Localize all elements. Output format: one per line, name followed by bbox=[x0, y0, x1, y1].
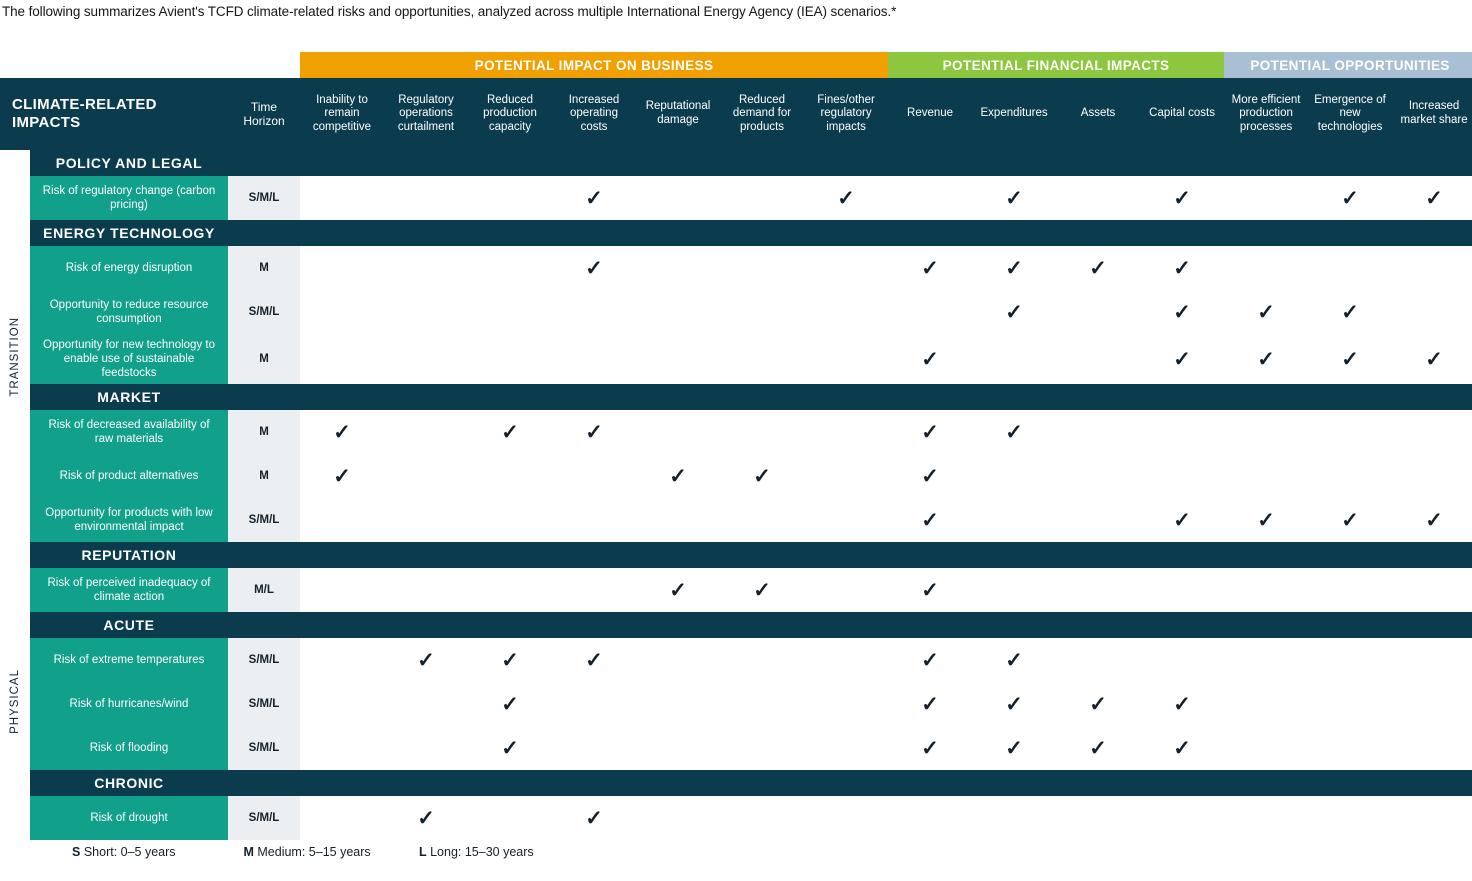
band-header: POTENTIAL IMPACT ON BUSINESS bbox=[300, 52, 888, 78]
empty-cell bbox=[720, 638, 804, 682]
empty-cell bbox=[804, 682, 888, 726]
header-column: Increased market share bbox=[1392, 78, 1472, 150]
checkmark-cell bbox=[972, 638, 1056, 682]
empty-cell bbox=[804, 410, 888, 454]
empty-cell bbox=[552, 454, 636, 498]
table-row bbox=[0, 638, 1472, 682]
empty-cell bbox=[1224, 176, 1308, 220]
empty-cell bbox=[720, 176, 804, 220]
header-column: Reduced production capacity bbox=[468, 78, 552, 150]
empty-cell bbox=[1140, 568, 1224, 612]
empty-cell bbox=[1224, 568, 1308, 612]
empty-cell bbox=[1056, 498, 1140, 542]
checkmark-cell bbox=[1308, 334, 1392, 384]
header-column: Assets bbox=[1056, 78, 1140, 150]
table-row bbox=[0, 682, 1472, 726]
empty-cell bbox=[384, 176, 468, 220]
section-title: CHRONIC bbox=[30, 770, 228, 796]
header-column: Expenditures bbox=[972, 78, 1056, 150]
empty-cell bbox=[1224, 638, 1308, 682]
checkmark-cell bbox=[888, 726, 972, 770]
empty-cell bbox=[1308, 682, 1392, 726]
checkmark-cell bbox=[636, 568, 720, 612]
header-column: Regulatory operations curtailment bbox=[384, 78, 468, 150]
section-row bbox=[0, 384, 1472, 410]
empty-cell bbox=[1056, 334, 1140, 384]
empty-cell bbox=[972, 498, 1056, 542]
legend-item-medium bbox=[243, 845, 415, 859]
empty-cell bbox=[300, 290, 384, 334]
empty-cell bbox=[300, 176, 384, 220]
empty-cell bbox=[552, 498, 636, 542]
section-row bbox=[0, 612, 1472, 638]
empty-cell bbox=[972, 454, 1056, 498]
empty-cell bbox=[804, 246, 888, 290]
header-column: Inability to remain competitive bbox=[300, 78, 384, 150]
band-spacer bbox=[0, 52, 300, 78]
checkmark-cell bbox=[720, 454, 804, 498]
section-fill bbox=[228, 220, 1472, 246]
empty-cell bbox=[384, 454, 468, 498]
climate-impacts-table bbox=[0, 52, 1472, 840]
risk-label: Opportunity for products with low environmental impact bbox=[30, 498, 228, 542]
section-fill bbox=[228, 770, 1472, 796]
checkmark-cell bbox=[1140, 498, 1224, 542]
time-horizon-value: M bbox=[228, 246, 300, 290]
risk-label: Opportunity for new technology to enable use of sustainable feedstocks bbox=[30, 334, 228, 384]
table-row bbox=[0, 454, 1472, 498]
empty-cell bbox=[300, 726, 384, 770]
checkmark-cell bbox=[888, 454, 972, 498]
empty-cell bbox=[888, 796, 972, 840]
empty-cell bbox=[384, 290, 468, 334]
checkmark-cell bbox=[888, 334, 972, 384]
axis-label-transition bbox=[0, 150, 30, 568]
empty-cell bbox=[300, 498, 384, 542]
section-row bbox=[0, 150, 1472, 176]
axis-transition-text: TRANSITION bbox=[9, 316, 21, 397]
empty-cell bbox=[1392, 290, 1472, 334]
header-column: Revenue bbox=[888, 78, 972, 150]
checkmark-cell bbox=[1140, 246, 1224, 290]
checkmark-cell bbox=[1140, 726, 1224, 770]
empty-cell bbox=[468, 796, 552, 840]
risk-label: Risk of decreased availability of raw materials bbox=[30, 410, 228, 454]
time-horizon-value: S/M/L bbox=[228, 498, 300, 542]
legend bbox=[72, 845, 534, 859]
time-horizon-value: S/M/L bbox=[228, 682, 300, 726]
empty-cell bbox=[1056, 568, 1140, 612]
empty-cell bbox=[300, 334, 384, 384]
empty-cell bbox=[384, 410, 468, 454]
time-horizon-value: S/M/L bbox=[228, 796, 300, 840]
empty-cell bbox=[720, 498, 804, 542]
empty-cell bbox=[1308, 638, 1392, 682]
empty-cell bbox=[972, 796, 1056, 840]
empty-cell bbox=[636, 498, 720, 542]
empty-cell bbox=[888, 290, 972, 334]
section-title: ENERGY TECHNOLOGY bbox=[30, 220, 228, 246]
empty-cell bbox=[468, 246, 552, 290]
time-horizon-value: M bbox=[228, 454, 300, 498]
empty-cell bbox=[300, 246, 384, 290]
empty-cell bbox=[636, 176, 720, 220]
empty-cell bbox=[384, 498, 468, 542]
checkmark-cell bbox=[972, 290, 1056, 334]
empty-cell bbox=[720, 290, 804, 334]
time-horizon-value: S/M/L bbox=[228, 176, 300, 220]
empty-cell bbox=[1392, 796, 1472, 840]
risk-label: Risk of perceived inadequacy of climate action bbox=[30, 568, 228, 612]
empty-cell bbox=[468, 290, 552, 334]
empty-cell bbox=[1056, 410, 1140, 454]
table-row bbox=[0, 498, 1472, 542]
checkmark-cell bbox=[552, 176, 636, 220]
empty-cell bbox=[384, 682, 468, 726]
empty-cell bbox=[468, 498, 552, 542]
empty-cell bbox=[300, 682, 384, 726]
checkmark-cell bbox=[1224, 290, 1308, 334]
empty-cell bbox=[1224, 796, 1308, 840]
table-row bbox=[0, 410, 1472, 454]
time-horizon-value: S/M/L bbox=[228, 726, 300, 770]
checkmark-cell bbox=[888, 682, 972, 726]
section-fill bbox=[228, 384, 1472, 410]
empty-cell bbox=[636, 410, 720, 454]
checkmark-cell bbox=[552, 410, 636, 454]
section-title: ACUTE bbox=[30, 612, 228, 638]
empty-cell bbox=[972, 568, 1056, 612]
band-header: POTENTIAL FINANCIAL IMPACTS bbox=[888, 52, 1224, 78]
header-column: Emergence of new technologies bbox=[1308, 78, 1392, 150]
checkmark-cell bbox=[1056, 726, 1140, 770]
checkmark-cell bbox=[720, 568, 804, 612]
band-header: POTENTIAL OPPORTUNITIES bbox=[1224, 52, 1472, 78]
checkmark-cell bbox=[1308, 498, 1392, 542]
time-horizon-value: M/L bbox=[228, 568, 300, 612]
empty-cell bbox=[300, 638, 384, 682]
empty-cell bbox=[1056, 796, 1140, 840]
empty-cell bbox=[720, 796, 804, 840]
empty-cell bbox=[384, 246, 468, 290]
empty-cell bbox=[1224, 454, 1308, 498]
empty-cell bbox=[804, 568, 888, 612]
empty-cell bbox=[636, 246, 720, 290]
header-time-horizon: Time Horizon bbox=[228, 78, 300, 150]
checkmark-cell bbox=[1140, 290, 1224, 334]
header-column: Reputational damage bbox=[636, 78, 720, 150]
checkmark-cell bbox=[1140, 176, 1224, 220]
empty-cell bbox=[636, 290, 720, 334]
empty-cell bbox=[552, 726, 636, 770]
risk-label: Risk of drought bbox=[30, 796, 228, 840]
empty-cell bbox=[636, 796, 720, 840]
section-row bbox=[0, 542, 1472, 568]
empty-cell bbox=[552, 682, 636, 726]
empty-cell bbox=[804, 498, 888, 542]
section-row bbox=[0, 770, 1472, 796]
empty-cell bbox=[972, 334, 1056, 384]
risk-label: Opportunity to reduce resource consumption bbox=[30, 290, 228, 334]
empty-cell bbox=[384, 726, 468, 770]
time-horizon-value: S/M/L bbox=[228, 290, 300, 334]
checkmark-cell bbox=[972, 682, 1056, 726]
empty-cell bbox=[720, 726, 804, 770]
header-column: Fines/other regulatory impacts bbox=[804, 78, 888, 150]
empty-cell bbox=[1392, 682, 1472, 726]
empty-cell bbox=[804, 454, 888, 498]
checkmark-cell bbox=[1392, 498, 1472, 542]
legend-item-short bbox=[72, 845, 240, 859]
table-row bbox=[0, 290, 1472, 334]
table-row bbox=[0, 176, 1472, 220]
checkmark-cell bbox=[888, 498, 972, 542]
section-row bbox=[0, 220, 1472, 246]
header-column: Increased operating costs bbox=[552, 78, 636, 150]
empty-cell bbox=[1308, 568, 1392, 612]
table-row bbox=[0, 726, 1472, 770]
risk-label: Risk of regulatory change (carbon pricing) bbox=[30, 176, 228, 220]
empty-cell bbox=[1224, 410, 1308, 454]
checkmark-cell bbox=[552, 638, 636, 682]
empty-cell bbox=[720, 334, 804, 384]
empty-cell bbox=[1308, 796, 1392, 840]
empty-cell bbox=[804, 638, 888, 682]
empty-cell bbox=[720, 410, 804, 454]
checkmark-cell bbox=[888, 568, 972, 612]
empty-cell bbox=[300, 568, 384, 612]
empty-cell bbox=[1392, 454, 1472, 498]
legend-key-l: L bbox=[418, 845, 427, 859]
checkmark-cell bbox=[1224, 334, 1308, 384]
empty-cell bbox=[804, 796, 888, 840]
empty-cell bbox=[636, 638, 720, 682]
section-fill bbox=[228, 150, 1472, 176]
empty-cell bbox=[720, 246, 804, 290]
legend-text-m: Medium: 5–15 years bbox=[257, 845, 371, 859]
checkmark-cell bbox=[468, 726, 552, 770]
risk-label: Risk of extreme temperatures bbox=[30, 638, 228, 682]
empty-cell bbox=[804, 290, 888, 334]
empty-cell bbox=[468, 334, 552, 384]
checkmark-cell bbox=[468, 410, 552, 454]
empty-cell bbox=[1224, 682, 1308, 726]
empty-cell bbox=[636, 682, 720, 726]
empty-cell bbox=[1140, 454, 1224, 498]
empty-cell bbox=[468, 568, 552, 612]
time-horizon-value: M bbox=[228, 410, 300, 454]
checkmark-cell bbox=[300, 454, 384, 498]
checkmark-cell bbox=[300, 410, 384, 454]
legend-key-m: M bbox=[243, 845, 254, 859]
table-row bbox=[0, 796, 1472, 840]
empty-cell bbox=[1056, 176, 1140, 220]
checkmark-cell bbox=[804, 176, 888, 220]
empty-cell bbox=[1224, 246, 1308, 290]
empty-cell bbox=[1056, 454, 1140, 498]
header-column: More efficient production processes bbox=[1224, 78, 1308, 150]
time-horizon-value: S/M/L bbox=[228, 638, 300, 682]
checkmark-cell bbox=[1140, 334, 1224, 384]
empty-cell bbox=[720, 682, 804, 726]
empty-cell bbox=[1308, 726, 1392, 770]
axis-label-physical bbox=[0, 568, 30, 840]
empty-cell bbox=[552, 568, 636, 612]
table-row bbox=[0, 334, 1472, 384]
empty-cell bbox=[1392, 568, 1472, 612]
header-climate-related-impacts: CLIMATE-RELATED IMPACTS bbox=[0, 78, 228, 150]
empty-cell bbox=[1392, 410, 1472, 454]
legend-key-s: S bbox=[72, 845, 81, 859]
empty-cell bbox=[804, 726, 888, 770]
risk-label: Risk of product alternatives bbox=[30, 454, 228, 498]
section-fill bbox=[228, 612, 1472, 638]
table-row bbox=[0, 246, 1472, 290]
empty-cell bbox=[1056, 638, 1140, 682]
empty-cell bbox=[1140, 796, 1224, 840]
header-column: Capital costs bbox=[1140, 78, 1224, 150]
empty-cell bbox=[384, 334, 468, 384]
checkmark-cell bbox=[888, 246, 972, 290]
section-title: MARKET bbox=[30, 384, 228, 410]
empty-cell bbox=[636, 726, 720, 770]
checkmark-cell bbox=[384, 638, 468, 682]
checkmark-cell bbox=[972, 726, 1056, 770]
header-row bbox=[0, 78, 1472, 150]
checkmark-cell bbox=[384, 796, 468, 840]
empty-cell bbox=[1308, 410, 1392, 454]
empty-cell bbox=[1308, 454, 1392, 498]
empty-cell bbox=[804, 334, 888, 384]
risk-label: Risk of hurricanes/wind bbox=[30, 682, 228, 726]
checkmark-cell bbox=[1392, 334, 1472, 384]
empty-cell bbox=[1392, 726, 1472, 770]
empty-cell bbox=[1140, 410, 1224, 454]
empty-cell bbox=[1392, 638, 1472, 682]
checkmark-cell bbox=[1056, 246, 1140, 290]
empty-cell bbox=[300, 796, 384, 840]
checkmark-cell bbox=[972, 410, 1056, 454]
checkmark-cell bbox=[636, 454, 720, 498]
checkmark-cell bbox=[1056, 682, 1140, 726]
checkmark-cell bbox=[1308, 176, 1392, 220]
empty-cell bbox=[552, 290, 636, 334]
empty-cell bbox=[1308, 246, 1392, 290]
intro-text: The following summarizes Avient's TCFD climate-related risks and opportunities, analyzed across multiple International Energy Agency (IEA) scenarios.* bbox=[2, 4, 897, 19]
empty-cell bbox=[888, 176, 972, 220]
empty-cell bbox=[1140, 638, 1224, 682]
legend-text-s: Short: 0–5 years bbox=[83, 845, 176, 859]
checkmark-cell bbox=[972, 176, 1056, 220]
legend-text-l: Long: 15–30 years bbox=[430, 845, 534, 859]
time-horizon-value: M bbox=[228, 334, 300, 384]
empty-cell bbox=[468, 176, 552, 220]
checkmark-cell bbox=[468, 638, 552, 682]
empty-cell bbox=[636, 334, 720, 384]
checkmark-cell bbox=[552, 246, 636, 290]
band-row bbox=[0, 52, 1472, 78]
checkmark-cell bbox=[552, 796, 636, 840]
header-column: Reduced demand for products bbox=[720, 78, 804, 150]
axis-physical-text: PHYSICAL bbox=[9, 669, 21, 734]
section-title: POLICY AND LEGAL bbox=[30, 150, 228, 176]
empty-cell bbox=[468, 454, 552, 498]
checkmark-cell bbox=[1308, 290, 1392, 334]
empty-cell bbox=[552, 334, 636, 384]
checkmark-cell bbox=[888, 638, 972, 682]
empty-cell bbox=[384, 568, 468, 612]
checkmark-cell bbox=[1140, 682, 1224, 726]
checkmark-cell bbox=[888, 410, 972, 454]
empty-cell bbox=[1056, 290, 1140, 334]
empty-cell bbox=[1392, 246, 1472, 290]
section-fill bbox=[228, 542, 1472, 568]
table-row bbox=[0, 568, 1472, 612]
empty-cell bbox=[1224, 726, 1308, 770]
risk-label: Risk of energy disruption bbox=[30, 246, 228, 290]
checkmark-cell bbox=[1224, 498, 1308, 542]
checkmark-cell bbox=[468, 682, 552, 726]
section-title: REPUTATION bbox=[30, 542, 228, 568]
legend-item-long bbox=[419, 845, 534, 859]
checkmark-cell bbox=[972, 246, 1056, 290]
risk-label: Risk of flooding bbox=[30, 726, 228, 770]
checkmark-cell bbox=[1392, 176, 1472, 220]
